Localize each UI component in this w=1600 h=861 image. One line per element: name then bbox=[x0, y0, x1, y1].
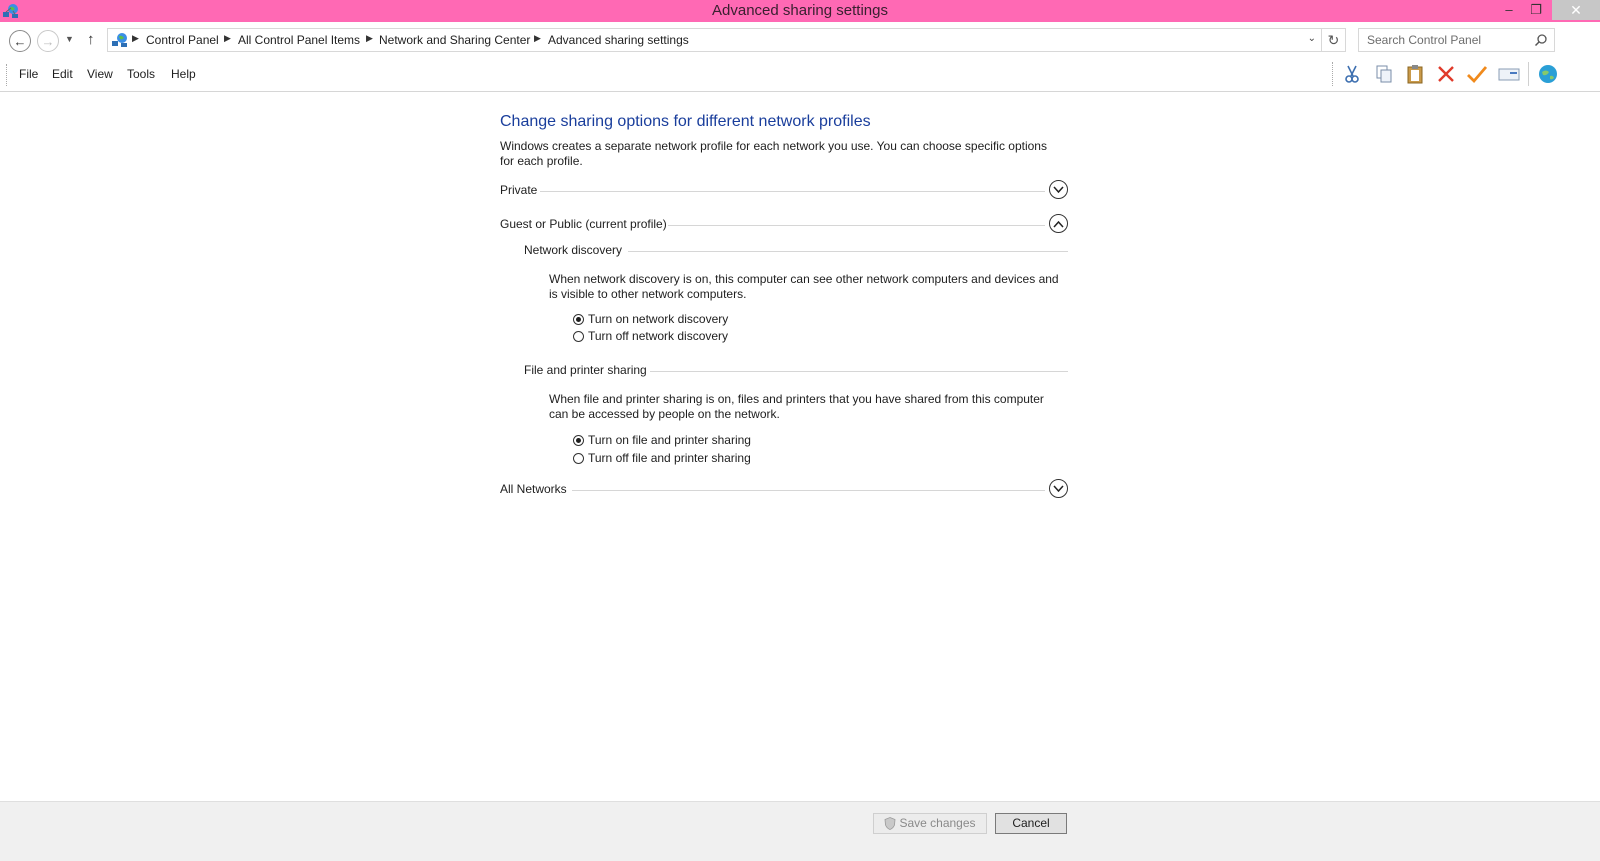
profile-all-networks[interactable] bbox=[500, 482, 1070, 504]
globe-icon bbox=[1537, 63, 1559, 85]
menu-file[interactable]: File bbox=[19, 67, 39, 81]
search-input[interactable] bbox=[1365, 32, 1529, 48]
section-divider bbox=[668, 225, 1045, 226]
restore-icon: ❐ bbox=[1530, 2, 1542, 17]
forward-button[interactable] bbox=[37, 30, 59, 52]
close-button[interactable] bbox=[1552, 0, 1600, 20]
file-sharing-section bbox=[524, 363, 1070, 383]
paste-icon bbox=[1405, 64, 1425, 84]
section-divider bbox=[650, 371, 1068, 372]
network-discovery-off-radio[interactable] bbox=[573, 331, 584, 342]
recent-locations-button[interactable] bbox=[65, 34, 74, 44]
title-bar bbox=[0, 0, 1600, 22]
section-divider bbox=[572, 490, 1045, 491]
page-heading: Change sharing options for different network profiles bbox=[500, 113, 871, 130]
profile-private-label[interactable]: Private bbox=[500, 183, 543, 197]
cut-button[interactable] bbox=[1340, 62, 1364, 86]
menu-bar bbox=[0, 58, 1600, 92]
close-icon: ✕ bbox=[1570, 2, 1582, 18]
search-icon[interactable] bbox=[1534, 33, 1548, 47]
search-box[interactable] bbox=[1358, 28, 1555, 52]
menu-grip bbox=[6, 64, 9, 86]
file-sharing-off-option[interactable] bbox=[573, 450, 751, 466]
minimize-button[interactable] bbox=[1496, 0, 1522, 20]
address-bar[interactable] bbox=[107, 28, 1322, 52]
file-sharing-on-option[interactable] bbox=[573, 432, 751, 448]
cancel-label: Cancel bbox=[1012, 816, 1050, 830]
page-description: Windows creates a separate network profile for each network you use. You can choose specific options for each profile. bbox=[500, 139, 1047, 168]
breadcrumb-network-sharing-center[interactable]: Network and Sharing Center bbox=[379, 33, 531, 47]
forward-arrow-icon: → bbox=[41, 33, 55, 49]
section-divider bbox=[628, 251, 1068, 252]
cut-icon bbox=[1342, 64, 1362, 84]
breadcrumb-separator-icon[interactable]: ▶ bbox=[224, 33, 231, 43]
refresh-button[interactable] bbox=[1322, 28, 1346, 52]
control-panel-icon bbox=[111, 31, 129, 49]
chevron-up-icon bbox=[1053, 220, 1064, 228]
breadcrumb-separator-icon[interactable]: ▶ bbox=[132, 33, 139, 43]
file-sharing-title: File and printer sharing bbox=[524, 363, 647, 377]
address-dropdown-icon[interactable]: ⌄ bbox=[1307, 33, 1316, 44]
footer-bar bbox=[0, 801, 1600, 861]
uac-shield-icon bbox=[884, 817, 896, 830]
file-sharing-description: When file and printer sharing is on, files and printers that you have shared from this computer can be accessed by people on the network. bbox=[549, 392, 1044, 421]
file-sharing-off-radio[interactable] bbox=[573, 453, 584, 464]
profile-all-networks-label[interactable]: All Networks bbox=[500, 482, 573, 496]
check-icon bbox=[1466, 64, 1488, 84]
menu-help[interactable]: Help bbox=[171, 67, 196, 81]
up-arrow-icon: ↑ bbox=[87, 31, 95, 48]
breadcrumb-all-items[interactable]: All Control Panel Items bbox=[238, 33, 361, 47]
network-discovery-off-label[interactable]: Turn off network discovery bbox=[588, 329, 729, 343]
paste-button[interactable] bbox=[1403, 62, 1427, 86]
breadcrumb-separator-icon[interactable]: ▶ bbox=[366, 33, 373, 43]
network-discovery-off-option[interactable] bbox=[573, 328, 728, 344]
expand-all-networks-button[interactable] bbox=[1049, 479, 1068, 498]
file-sharing-on-radio[interactable] bbox=[573, 435, 584, 446]
network-discovery-on-radio[interactable] bbox=[573, 314, 584, 325]
cancel-button[interactable] bbox=[995, 813, 1067, 834]
menu-view[interactable]: View bbox=[87, 67, 113, 81]
expand-private-button[interactable] bbox=[1049, 180, 1068, 199]
network-discovery-on-option[interactable] bbox=[573, 311, 728, 327]
menu-edit[interactable]: Edit bbox=[52, 67, 73, 81]
save-changes-label: Save changes bbox=[899, 816, 976, 830]
breadcrumb-advanced-sharing[interactable]: Advanced sharing settings bbox=[548, 33, 689, 47]
properties-button[interactable] bbox=[1497, 62, 1521, 86]
toolbar-grip bbox=[1332, 62, 1333, 86]
section-divider bbox=[540, 191, 1045, 192]
file-sharing-on-label[interactable]: Turn on file and printer sharing bbox=[588, 433, 751, 447]
delete-icon bbox=[1436, 64, 1456, 84]
window-title: Advanced sharing settings bbox=[712, 2, 888, 19]
breadcrumb-control-panel[interactable]: Control Panel bbox=[146, 33, 219, 47]
profile-guest-label[interactable]: Guest or Public (current profile) bbox=[500, 217, 673, 231]
breadcrumb-separator-icon[interactable]: ▶ bbox=[534, 33, 541, 43]
collapse-guest-button[interactable] bbox=[1049, 214, 1068, 233]
file-sharing-off-label[interactable]: Turn off file and printer sharing bbox=[588, 451, 751, 465]
chevron-down-icon bbox=[1053, 485, 1064, 493]
network-discovery-title: Network discovery bbox=[524, 243, 623, 257]
toolbar-separator bbox=[1528, 62, 1529, 86]
check-button[interactable] bbox=[1465, 62, 1489, 86]
address-row bbox=[0, 22, 1600, 58]
save-changes-button[interactable] bbox=[873, 813, 987, 834]
back-arrow-icon: ← bbox=[13, 33, 27, 49]
delete-button[interactable] bbox=[1434, 62, 1458, 86]
profile-guest-public[interactable] bbox=[500, 217, 1070, 239]
copy-button[interactable] bbox=[1372, 62, 1396, 86]
restore-button[interactable] bbox=[1523, 0, 1549, 20]
properties-icon bbox=[1498, 64, 1520, 84]
profile-private[interactable] bbox=[500, 183, 1070, 205]
chevron-down-icon bbox=[1053, 186, 1064, 194]
back-button[interactable] bbox=[9, 30, 31, 52]
refresh-icon: ↻ bbox=[1327, 32, 1340, 48]
up-button[interactable] bbox=[87, 31, 95, 48]
chevron-down-icon: ▼ bbox=[65, 34, 74, 44]
menu-tools[interactable]: Tools bbox=[127, 67, 156, 81]
copy-icon bbox=[1374, 64, 1394, 84]
network-discovery-section bbox=[524, 243, 1070, 263]
network-discovery-description: When network discovery is on, this computer can see other network computers and devices and is visible to other network computers. bbox=[549, 272, 1059, 301]
minimize-icon: – bbox=[1505, 2, 1513, 17]
network-discovery-on-label[interactable]: Turn on network discovery bbox=[588, 312, 729, 326]
globe-button[interactable] bbox=[1536, 62, 1560, 86]
